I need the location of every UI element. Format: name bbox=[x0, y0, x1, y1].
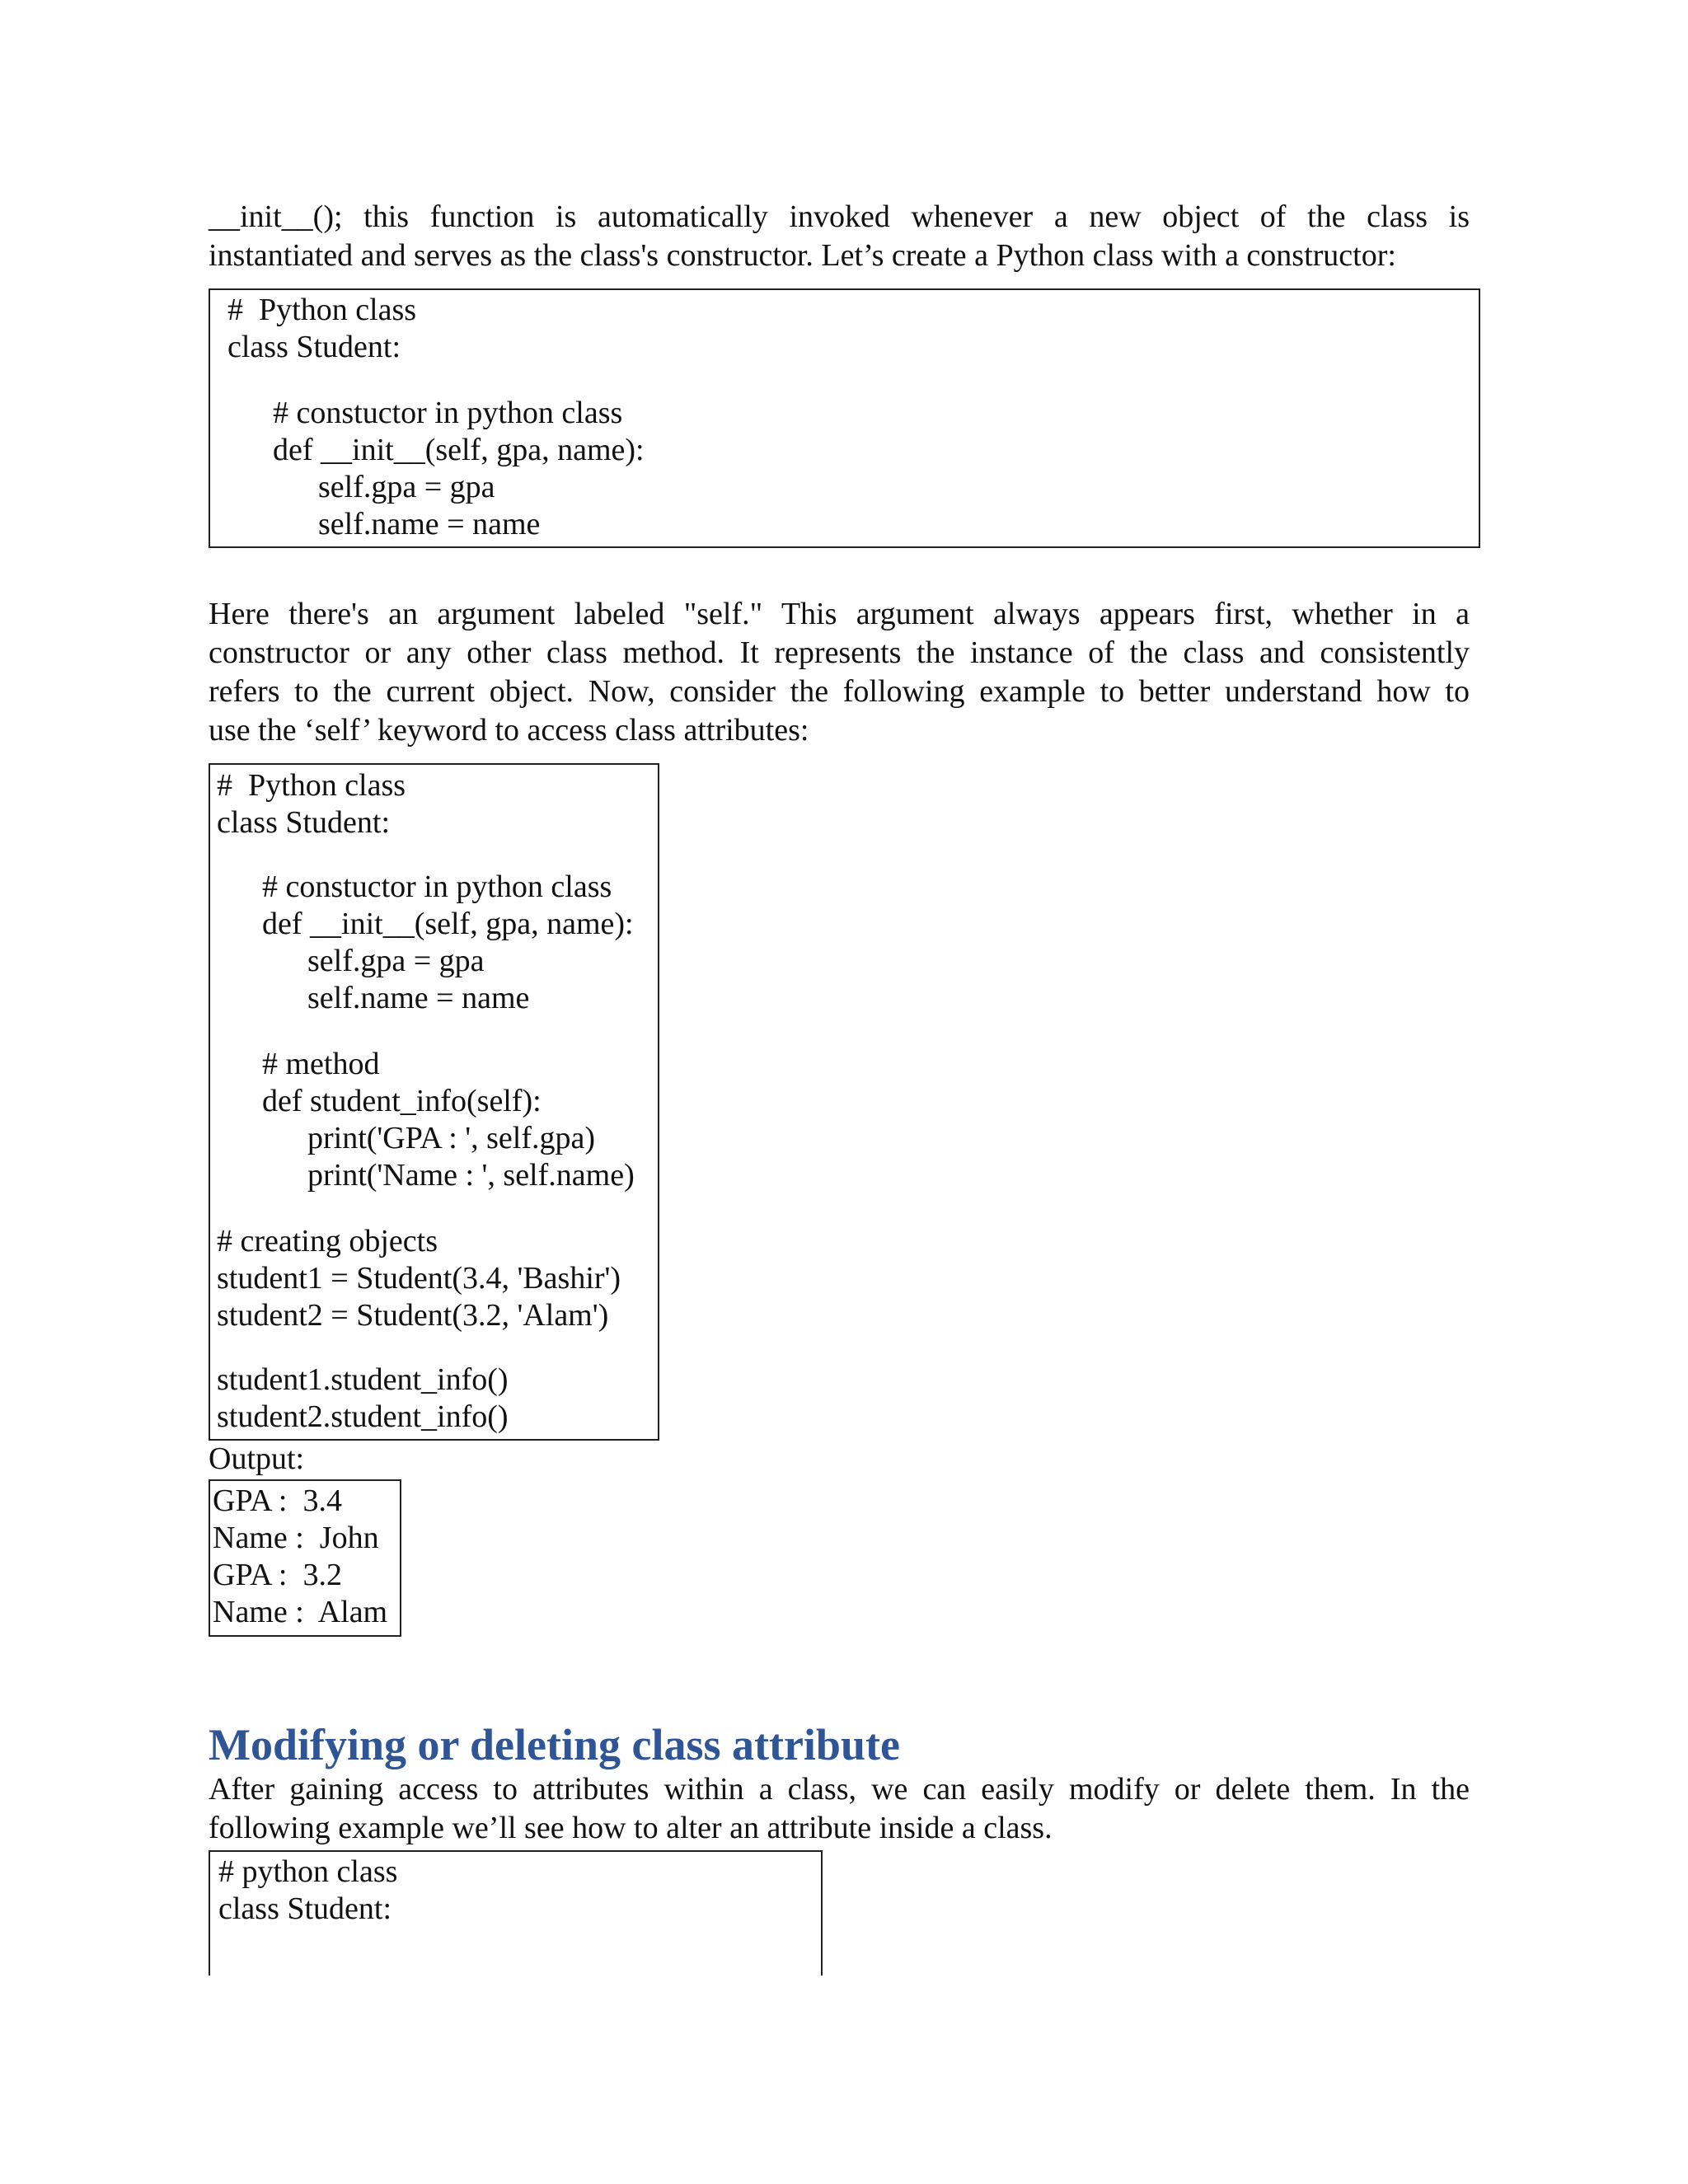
paragraph-line: Here there's an argument labeled "self." This argument always appears first, whether in a bbox=[209, 597, 1470, 631]
output-line: Name : John bbox=[213, 1521, 379, 1555]
intro-paragraph bbox=[209, 198, 1470, 275]
code-block-self-example bbox=[209, 763, 659, 1441]
section-paragraph bbox=[209, 1770, 1470, 1848]
code-line: class Student: bbox=[227, 330, 401, 364]
code-line: student1.student_info() bbox=[217, 1362, 509, 1397]
code-line: # constuctor in python class bbox=[273, 396, 623, 430]
output-line: GPA : 3.4 bbox=[213, 1483, 342, 1518]
code-line: # method bbox=[262, 1047, 380, 1081]
intro-line: instantiated and serves as the class's constructor. Let’s create a Python class with a constructor: bbox=[209, 238, 1396, 273]
code-line: self.name = name bbox=[307, 981, 530, 1015]
code-line: # creating objects bbox=[217, 1224, 438, 1258]
output-line: GPA : 3.2 bbox=[213, 1558, 342, 1592]
intro-line: __init__(); this function is automatically invoked whenever a new object of the class is bbox=[209, 199, 1470, 234]
paragraph-line: constructor or any other class method. It represents the instance of the class and consistently bbox=[209, 635, 1470, 670]
code-line: # python class bbox=[218, 1854, 398, 1889]
code-line: # constuctor in python class bbox=[262, 869, 612, 904]
code-line: class Student: bbox=[217, 805, 391, 840]
code-block-modify-example bbox=[209, 1850, 823, 1975]
paragraph-line: refers to the current object. Now, consider the following example to better understand how to bbox=[209, 674, 1470, 709]
code-line: def student_info(self): bbox=[262, 1084, 542, 1118]
output-label: Output: bbox=[209, 1441, 305, 1476]
output-line: Name : Alam bbox=[213, 1595, 388, 1629]
code-line: # Python class bbox=[217, 768, 406, 803]
code-line: self.gpa = gpa bbox=[307, 944, 485, 978]
self-explanation-paragraph bbox=[209, 595, 1470, 750]
code-block-constructor bbox=[209, 288, 1480, 548]
code-line: student2.student_info() bbox=[217, 1399, 509, 1434]
code-line: # Python class bbox=[227, 293, 417, 327]
code-line: def __init__(self, gpa, name): bbox=[273, 433, 645, 467]
section-heading: Modifying or deleting class attribute bbox=[209, 1720, 900, 1769]
code-line: class Student: bbox=[218, 1891, 392, 1926]
code-line: def __init__(self, gpa, name): bbox=[262, 907, 634, 941]
code-line: self.name = name bbox=[318, 507, 541, 541]
code-line: student2 = Student(3.2, 'Alam') bbox=[217, 1298, 609, 1333]
code-line: self.gpa = gpa bbox=[318, 470, 495, 504]
code-line: print('Name : ', self.name) bbox=[307, 1158, 635, 1193]
code-line: student1 = Student(3.4, 'Bashir') bbox=[217, 1261, 621, 1296]
code-line: print('GPA : ', self.gpa) bbox=[307, 1121, 595, 1155]
output-block bbox=[209, 1479, 401, 1637]
paragraph-line: After gaining access to attributes within a class, we can easily modify or delete them. In the bbox=[209, 1772, 1470, 1807]
paragraph-line: use the ‘self’ keyword to access class attributes: bbox=[209, 713, 809, 748]
paragraph-line: following example we’ll see how to alter an attribute inside a class. bbox=[209, 1811, 1053, 1845]
